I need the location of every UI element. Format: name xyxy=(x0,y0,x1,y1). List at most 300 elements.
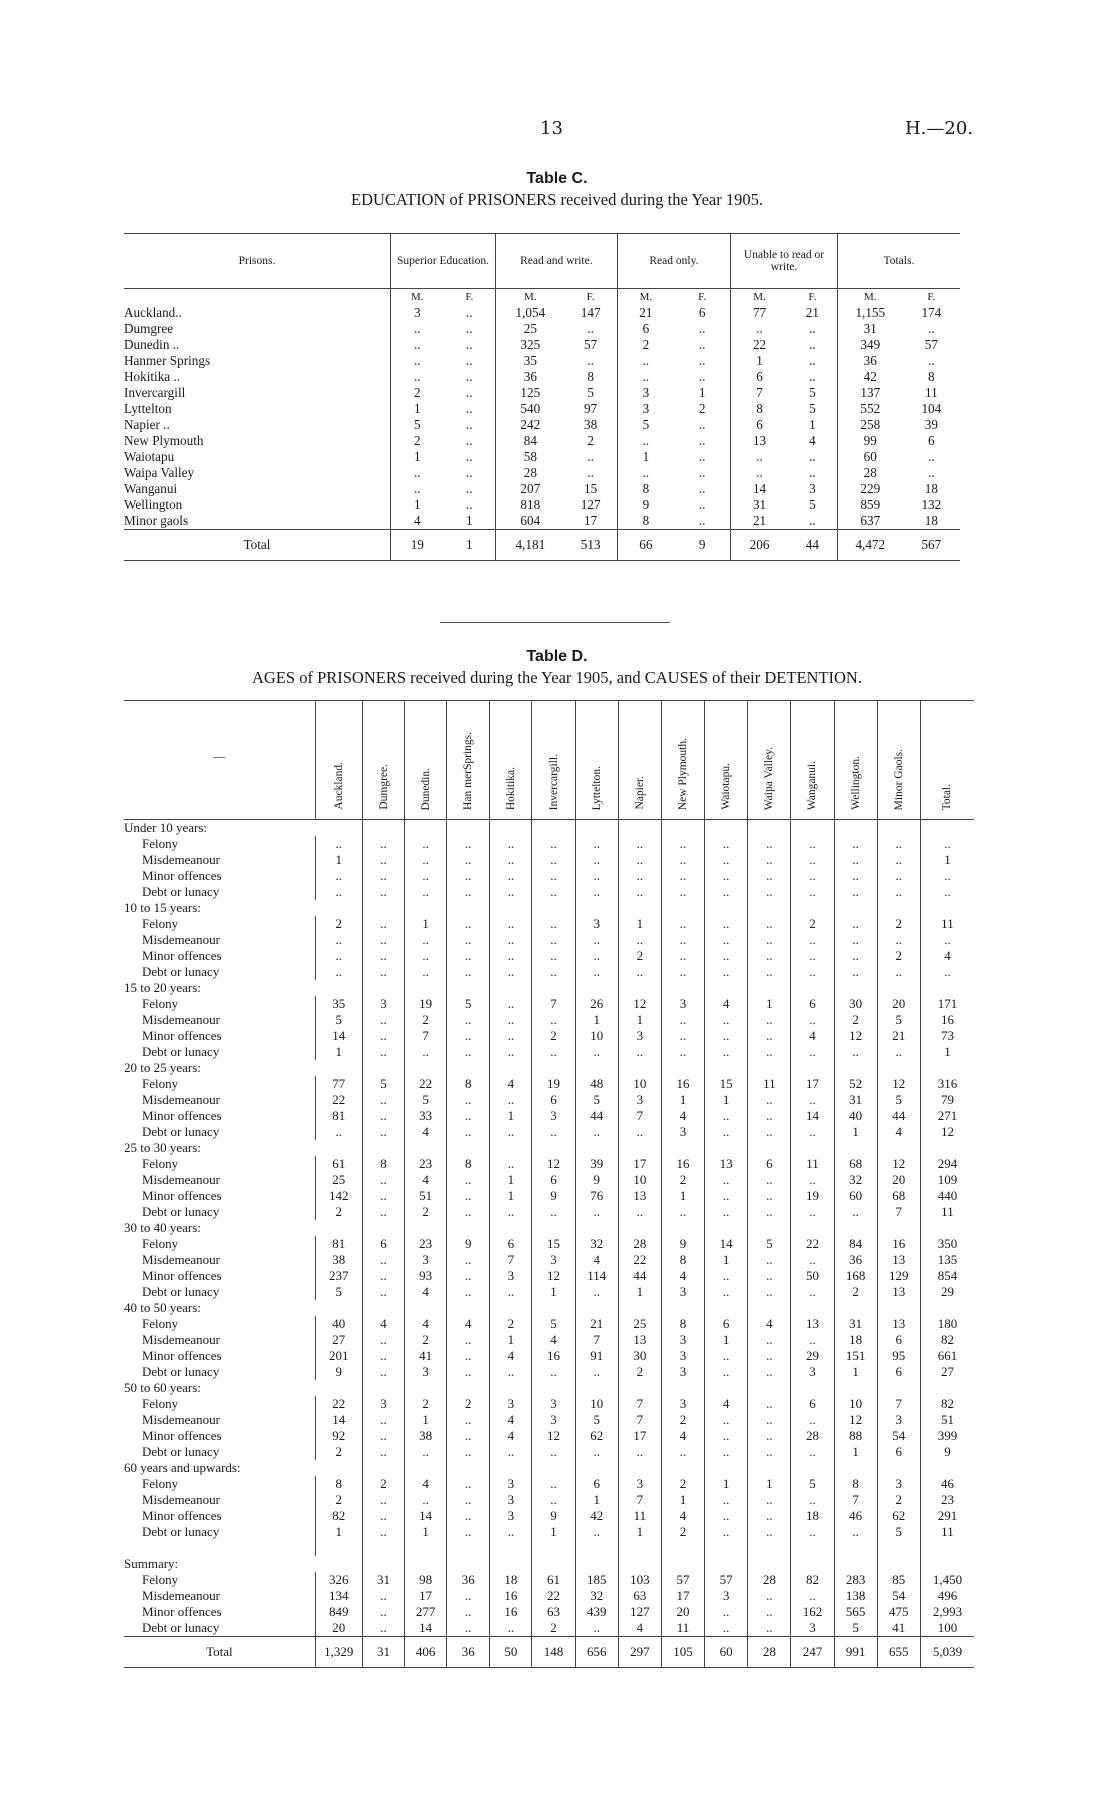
value-cell: 61 xyxy=(315,1156,362,1172)
value-cell: 4 xyxy=(405,1124,447,1140)
value-cell: 3 xyxy=(532,1396,575,1412)
column-label: Total. xyxy=(941,783,954,810)
value-cell: 52 xyxy=(834,1076,877,1092)
value-cell: 7 xyxy=(834,1492,877,1508)
value-cell: 31 xyxy=(834,1092,877,1108)
value-cell: .. xyxy=(362,1508,404,1524)
table-row xyxy=(124,1588,974,1604)
value-cell: 2 xyxy=(565,433,618,449)
value-cell: 7 xyxy=(877,1204,920,1220)
value-cell: .. xyxy=(447,1028,490,1044)
value-cell: .. xyxy=(532,916,575,932)
value-cell: .. xyxy=(661,1012,704,1028)
prison-name: Dumgree xyxy=(124,321,391,337)
value-cell: 3 xyxy=(661,1332,704,1348)
value-cell: 127 xyxy=(565,497,618,513)
value-cell: 5 xyxy=(877,1012,920,1028)
value-cell: 28 xyxy=(523,465,537,480)
value-cell: .. xyxy=(748,1604,791,1620)
value-cell: .. xyxy=(447,1012,490,1028)
value-cell: 8 xyxy=(447,1156,490,1172)
value-cell: .. xyxy=(447,836,490,852)
value-cell: .. xyxy=(877,1044,920,1060)
value-cell: 23 xyxy=(405,1156,447,1172)
value-cell: 31 xyxy=(752,497,767,512)
total-value: 19 xyxy=(391,530,444,561)
offence-label: Minor offences xyxy=(124,1268,315,1284)
value-cell: 1 xyxy=(618,1284,661,1300)
value-cell: 22 xyxy=(315,1396,362,1412)
total-value: 297 xyxy=(618,1637,661,1668)
value-cell: 6 xyxy=(575,1476,618,1492)
value-cell: .. xyxy=(532,884,575,900)
value-cell: .. xyxy=(705,1268,748,1284)
value-cell: .. xyxy=(705,948,748,964)
value-cell: .. xyxy=(575,1364,618,1380)
value-cell: 4 xyxy=(490,1076,532,1092)
value-cell: 11 xyxy=(618,1508,661,1524)
column-label: Auckland. xyxy=(332,762,345,810)
value-cell: 6 xyxy=(877,1444,920,1460)
value-cell: .. xyxy=(705,1412,748,1428)
value-cell: .. xyxy=(362,852,404,868)
value-cell: .. xyxy=(674,369,731,385)
value-cell: 13 xyxy=(618,1332,661,1348)
value-cell: 3 xyxy=(642,401,650,416)
value-cell: .. xyxy=(928,353,935,368)
value-cell: 18 xyxy=(490,1572,532,1588)
col-waipa-valley xyxy=(748,701,791,820)
value-cell: .. xyxy=(565,449,618,465)
total-value: 567 xyxy=(903,530,960,561)
value-cell: 2 xyxy=(877,916,920,932)
offence-label: Misdemeanour xyxy=(124,1172,315,1188)
value-cell: 4 xyxy=(405,1476,447,1492)
value-cell: 13 xyxy=(618,1188,661,1204)
value-cell: 201 xyxy=(315,1348,362,1364)
value-cell: 2 xyxy=(447,1396,490,1412)
offence-label: Misdemeanour xyxy=(124,1492,315,1508)
table-row xyxy=(124,465,960,481)
total-value: 9 xyxy=(674,530,731,561)
value-cell: 38 xyxy=(565,417,618,433)
value-cell: .. xyxy=(834,916,877,932)
value-cell: .. xyxy=(788,321,837,337)
value-cell: 33 xyxy=(405,1108,447,1124)
value-cell: .. xyxy=(447,1108,490,1124)
value-cell: 5 xyxy=(575,1092,618,1108)
value-cell: .. xyxy=(705,1444,748,1460)
value-cell: 44 xyxy=(877,1108,920,1124)
table-row xyxy=(124,1044,974,1060)
value-cell: 22 xyxy=(791,1236,834,1252)
value-cell: .. xyxy=(362,1492,404,1508)
value-cell: 9 xyxy=(575,1172,618,1188)
value-cell: 82 xyxy=(940,1396,954,1411)
value-cell: 132 xyxy=(921,497,942,512)
value-cell: .. xyxy=(944,836,951,851)
value-cell: .. xyxy=(674,353,731,369)
value-cell: .. xyxy=(315,964,362,980)
prison-name: Waipa Valley xyxy=(124,465,391,481)
value-cell: 99 xyxy=(863,433,877,448)
total-value: 1,329 xyxy=(315,1637,362,1668)
value-cell: .. xyxy=(575,1044,618,1060)
value-cell: 18 xyxy=(924,481,938,496)
value-cell: 81 xyxy=(315,1108,362,1124)
value-cell: 12 xyxy=(877,1076,920,1092)
table-c xyxy=(124,233,960,561)
value-cell: 271 xyxy=(937,1108,958,1123)
age-group-label: Under 10 years: xyxy=(124,820,208,835)
value-cell: .. xyxy=(575,1620,618,1637)
value-cell: .. xyxy=(788,513,837,530)
value-cell: 5 xyxy=(575,1412,618,1428)
table-row xyxy=(124,433,960,449)
value-cell: 1 xyxy=(834,1124,877,1140)
value-cell: 44 xyxy=(618,1268,661,1284)
value-cell: 2 xyxy=(661,1524,704,1540)
value-cell: 77 xyxy=(752,305,767,320)
value-cell: 2 xyxy=(315,1444,362,1460)
value-cell: .. xyxy=(748,1428,791,1444)
value-cell: 4 xyxy=(748,1316,791,1332)
divider xyxy=(440,622,670,623)
offence-label: Debt or lunacy xyxy=(124,1524,315,1540)
value-cell: 207 xyxy=(520,481,541,496)
table-row xyxy=(124,1252,974,1268)
col-read-and-write: Read and write. xyxy=(496,234,618,289)
value-cell: 12 xyxy=(940,1124,954,1139)
value-cell: 39 xyxy=(924,417,938,432)
value-cell: 4 xyxy=(618,1620,661,1637)
value-cell: 2 xyxy=(315,1204,362,1220)
value-cell: 1 xyxy=(414,401,421,416)
value-cell: 4 xyxy=(414,513,421,528)
value-cell: .. xyxy=(447,1524,490,1540)
column-label: Waipa Valley. xyxy=(763,746,776,810)
value-cell: .. xyxy=(748,1124,791,1140)
age-group-label: 20 to 25 years: xyxy=(124,1060,201,1075)
value-cell: .. xyxy=(748,1524,791,1540)
col-totals: Totals. xyxy=(837,234,960,289)
value-cell: .. xyxy=(748,1204,791,1220)
value-cell: 4 xyxy=(405,1172,447,1188)
value-cell: 316 xyxy=(937,1076,958,1091)
value-cell: 81 xyxy=(315,1236,362,1252)
value-cell: 16 xyxy=(661,1156,704,1172)
value-cell: .. xyxy=(834,836,877,852)
value-cell: 125 xyxy=(520,385,541,400)
value-cell: 14 xyxy=(315,1028,362,1044)
total-label: Total xyxy=(124,1637,315,1668)
table-row xyxy=(124,1028,974,1044)
value-cell: 109 xyxy=(937,1172,958,1187)
value-cell: 2 xyxy=(877,1492,920,1508)
value-cell: 2 xyxy=(405,1396,447,1412)
value-cell: 7 xyxy=(575,1332,618,1348)
value-cell: .. xyxy=(362,1044,404,1060)
value-cell: 6 xyxy=(877,1364,920,1380)
value-cell: .. xyxy=(490,1044,532,1060)
table-row xyxy=(124,321,960,337)
value-cell: 9 xyxy=(642,497,650,512)
column-label: Lyttelton. xyxy=(590,765,603,810)
value-cell: 5 xyxy=(748,1236,791,1252)
total-value: 31 xyxy=(362,1637,404,1668)
value-cell: 552 xyxy=(860,401,881,416)
value-cell: .. xyxy=(674,497,731,513)
offence-label: Minor offences xyxy=(124,1108,315,1124)
value-cell: 62 xyxy=(575,1428,618,1444)
value-cell: 13 xyxy=(791,1316,834,1332)
value-cell: .. xyxy=(575,868,618,884)
value-cell: 3 xyxy=(490,1508,532,1524)
value-cell: 84 xyxy=(523,433,537,448)
value-cell: 39 xyxy=(575,1156,618,1172)
table-row xyxy=(124,948,974,964)
col-wellington xyxy=(834,701,877,820)
value-cell: 350 xyxy=(937,1236,958,1251)
value-cell: .. xyxy=(444,401,496,417)
value-cell: 5 xyxy=(834,1620,877,1637)
value-cell: 1 xyxy=(705,1252,748,1268)
value-cell: 147 xyxy=(565,305,618,321)
value-cell: .. xyxy=(748,1172,791,1188)
value-cell: .. xyxy=(877,932,920,948)
prison-name: Hokitika .. xyxy=(124,369,391,385)
value-cell: .. xyxy=(791,948,834,964)
value-cell: 168 xyxy=(834,1268,877,1284)
value-cell: .. xyxy=(618,868,661,884)
value-cell: 13 xyxy=(877,1252,920,1268)
value-cell: 3 xyxy=(661,1284,704,1300)
value-cell: .. xyxy=(405,1444,447,1460)
value-cell: .. xyxy=(405,1044,447,1060)
offence-label: Debt or lunacy xyxy=(124,1284,315,1300)
value-cell: .. xyxy=(791,1284,834,1300)
value-cell: .. xyxy=(490,948,532,964)
total-value: 105 xyxy=(661,1637,704,1668)
value-cell: 4 xyxy=(661,1268,704,1284)
value-cell: 2 xyxy=(532,1028,575,1044)
col-dumgree xyxy=(362,701,404,820)
value-cell: 3 xyxy=(661,1396,704,1412)
sex-label: F. xyxy=(674,289,731,306)
table-row xyxy=(124,916,974,932)
value-cell: .. xyxy=(791,932,834,948)
table-d-title: Table D. xyxy=(526,648,588,665)
value-cell: .. xyxy=(748,1492,791,1508)
value-cell: 1 xyxy=(834,1444,877,1460)
table-row xyxy=(124,932,974,948)
value-cell: 3 xyxy=(661,1124,704,1140)
offence-label: Minor offences xyxy=(124,1604,315,1620)
value-cell: 8 xyxy=(315,1476,362,1492)
value-cell: .. xyxy=(490,1444,532,1460)
value-cell: 82 xyxy=(315,1508,362,1524)
value-cell: 6 xyxy=(674,305,731,321)
table-row xyxy=(124,449,960,465)
offence-label: Minor offences xyxy=(124,1028,315,1044)
value-cell: .. xyxy=(705,1028,748,1044)
value-cell: .. xyxy=(748,1028,791,1044)
value-cell: .. xyxy=(618,1044,661,1060)
value-cell: .. xyxy=(661,852,704,868)
value-cell: 5 xyxy=(642,417,650,432)
page-ref: H.—20. xyxy=(905,118,974,139)
value-cell: .. xyxy=(748,1284,791,1300)
value-cell: .. xyxy=(447,868,490,884)
value-cell: .. xyxy=(447,1332,490,1348)
value-cell: .. xyxy=(748,1412,791,1428)
value-cell: 1 xyxy=(944,852,951,867)
value-cell: .. xyxy=(490,1284,532,1300)
value-cell: .. xyxy=(490,1092,532,1108)
value-cell: .. xyxy=(315,884,362,900)
value-cell: .. xyxy=(748,964,791,980)
value-cell: 9 xyxy=(532,1188,575,1204)
offence-label: Debt or lunacy xyxy=(124,1364,315,1380)
value-cell: .. xyxy=(788,465,837,481)
value-cell: 22 xyxy=(752,337,767,352)
value-cell: .. xyxy=(705,932,748,948)
column-label: Waiotapu. xyxy=(720,763,733,810)
value-cell: 2 xyxy=(661,1476,704,1492)
column-label: Wanganui. xyxy=(806,760,819,810)
offence-label: Misdemeanour xyxy=(124,1332,315,1348)
column-label: Dunedin. xyxy=(419,767,432,810)
value-cell: 162 xyxy=(791,1604,834,1620)
value-cell: 1 xyxy=(405,1412,447,1428)
value-cell: 50 xyxy=(791,1268,834,1284)
value-cell: .. xyxy=(405,948,447,964)
value-cell: .. xyxy=(674,481,731,497)
value-cell: 8 xyxy=(447,1076,490,1092)
spacer-row xyxy=(124,1540,974,1556)
value-cell: 25 xyxy=(523,321,537,336)
value-cell: .. xyxy=(642,353,650,368)
value-cell: 1 xyxy=(490,1108,532,1124)
value-cell: .. xyxy=(490,1620,532,1637)
value-cell: 1 xyxy=(405,916,447,932)
value-cell: 35 xyxy=(315,996,362,1012)
value-cell: 9 xyxy=(447,1236,490,1252)
table-row xyxy=(124,1124,974,1140)
value-cell: .. xyxy=(532,948,575,964)
value-cell: .. xyxy=(834,1204,877,1220)
value-cell: 10 xyxy=(834,1396,877,1412)
value-cell: .. xyxy=(661,1444,704,1460)
value-cell: .. xyxy=(642,433,650,448)
value-cell: .. xyxy=(414,369,421,384)
value-cell: 32 xyxy=(575,1588,618,1604)
value-cell: 637 xyxy=(860,513,881,528)
value-cell: 12 xyxy=(877,1156,920,1172)
value-cell: .. xyxy=(618,1204,661,1220)
value-cell: 2 xyxy=(834,1284,877,1300)
value-cell: .. xyxy=(447,1604,490,1620)
value-cell: .. xyxy=(748,1396,791,1412)
value-cell: 3 xyxy=(490,1396,532,1412)
value-cell: .. xyxy=(791,1204,834,1220)
value-cell: .. xyxy=(565,321,618,337)
value-cell: .. xyxy=(791,868,834,884)
table-row xyxy=(124,513,960,530)
value-cell: 98 xyxy=(405,1572,447,1588)
sex-label: M. xyxy=(753,291,766,303)
value-cell: .. xyxy=(362,1012,404,1028)
table-row xyxy=(124,417,960,433)
value-cell: 180 xyxy=(937,1316,958,1331)
total-value: 656 xyxy=(575,1637,618,1668)
value-cell: .. xyxy=(362,1588,404,1604)
value-cell: 8 xyxy=(642,481,650,496)
value-cell: 1 xyxy=(944,1044,951,1059)
value-cell: 57 xyxy=(565,337,618,353)
value-cell: 4 xyxy=(788,433,837,449)
value-cell: .. xyxy=(315,948,362,964)
value-cell: .. xyxy=(748,1108,791,1124)
value-cell: 1 xyxy=(575,1012,618,1028)
value-cell: 2 xyxy=(834,1012,877,1028)
value-cell: .. xyxy=(748,932,791,948)
value-cell: .. xyxy=(661,868,704,884)
value-cell: .. xyxy=(748,1348,791,1364)
value-cell: 1 xyxy=(661,1092,704,1108)
value-cell: .. xyxy=(791,836,834,852)
value-cell: .. xyxy=(756,465,763,480)
value-cell: 5 xyxy=(788,401,837,417)
table-row xyxy=(124,1076,974,1092)
value-cell: 14 xyxy=(791,1108,834,1124)
value-cell: 3 xyxy=(490,1476,532,1492)
table-row xyxy=(124,868,974,884)
total-row xyxy=(124,530,960,561)
value-cell: .. xyxy=(362,884,404,900)
value-cell: 8 xyxy=(834,1476,877,1492)
total-value: 60 xyxy=(705,1637,748,1668)
value-cell: .. xyxy=(834,1044,877,1060)
value-cell: .. xyxy=(575,1124,618,1140)
value-cell: .. xyxy=(791,964,834,980)
value-cell: 3 xyxy=(791,1364,834,1380)
value-cell: 1 xyxy=(490,1332,532,1348)
value-cell: 22 xyxy=(532,1588,575,1604)
value-cell: 44 xyxy=(575,1108,618,1124)
value-cell: .. xyxy=(362,1444,404,1460)
value-cell: 21 xyxy=(575,1316,618,1332)
col-waiotapu xyxy=(705,701,748,820)
value-cell: 2 xyxy=(414,385,421,400)
value-cell: 88 xyxy=(834,1428,877,1444)
value-cell: 27 xyxy=(315,1332,362,1348)
value-cell: 4 xyxy=(447,1316,490,1332)
offence-label: Debt or lunacy xyxy=(124,1204,315,1220)
value-cell: 475 xyxy=(877,1604,920,1620)
value-cell: .. xyxy=(748,1044,791,1060)
value-cell: .. xyxy=(674,513,731,530)
value-cell: .. xyxy=(791,1044,834,1060)
age-group-label: Summary: xyxy=(124,1556,179,1571)
table-row xyxy=(124,481,960,497)
value-cell: 3 xyxy=(661,1348,704,1364)
column-label: Hokitika. xyxy=(504,766,517,810)
value-cell: 4 xyxy=(490,1428,532,1444)
value-cell: .. xyxy=(362,1524,404,1540)
value-cell: 25 xyxy=(618,1316,661,1332)
value-cell: 22 xyxy=(315,1092,362,1108)
